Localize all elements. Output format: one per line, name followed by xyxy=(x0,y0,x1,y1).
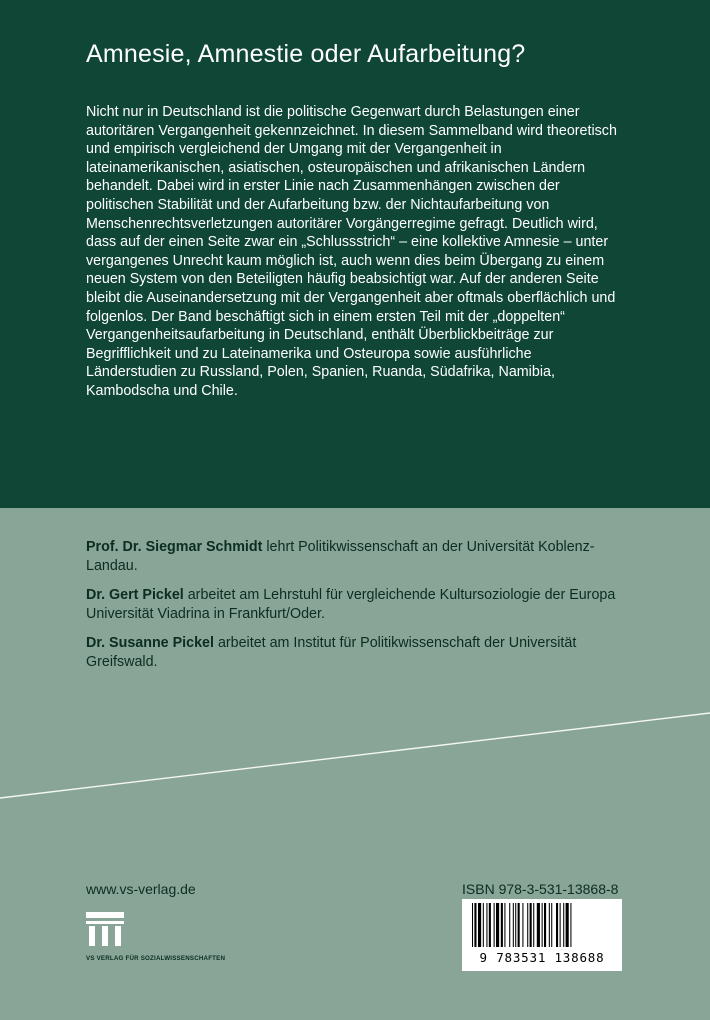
barcode-bars xyxy=(468,903,616,949)
author-name: Prof. Dr. Siegmar Schmidt xyxy=(86,539,263,555)
publisher-logo-icon xyxy=(86,912,236,972)
author-name: Dr. Gert Pickel xyxy=(86,587,184,603)
cover-upper-panel xyxy=(0,0,710,508)
barcode xyxy=(462,899,622,971)
author-bio: arbeitet am Lehrstuhl für vergleichende Kultursoziologie der Europa Universität Viadrina in Frankfurt/Oder. xyxy=(86,587,616,622)
publisher-name: VS VERLAG FÜR SOZIALWISSENSCHAFTEN xyxy=(86,955,226,962)
isbn-number: ISBN 978-3-531-13868-8 xyxy=(462,881,619,897)
author-name: Dr. Susanne Pickel xyxy=(86,635,214,651)
book-title: Amnesie, Amnestie oder Aufarbeitung? xyxy=(86,40,526,68)
book-blurb: Nicht nur in Deutschland ist die politische Gegenwart durch Belastungen einer autoritären Vergangenheit gekennzeichnet. In diesem Sammelband wird theoretisch und empirisch vergleichend der Umgang mit der Vergangenheit in lateinamerikanischen, asiatischen, osteuropäischen und afrikanischen Ländern behandelt. Dabei wird in erster Linie nach Zusammenhängen zwischen der politischen Stabilität und der Aufarbeitung bzw. der Nichtaufarbeitung von Menschenrechtsverletzungen autoritärer Vorgängerregime gefragt. Deutlich wird, dass auf der einen Seite zwar ein „Schlussstrich“ – eine kollektive Amnesie – unter vergangenes Unrecht kaum möglich ist, auch wenn dies beim Übergang zu einem neuen System von den Beteiligten häufig beabsichtigt war. Auf der anderen Seite bleibt die Auseinandersetzung mit der Vergangenheit aber oftmals oberflächlich und folgenlos. Der Band beschäftigt sich in einem ersten Teil mit der „doppelten“ Vergangenheitsaufarbeitung in Deutschland, enthält Überblickbeiträge zur Begrifflichkeit und zu Lateinamerika und Osteuropa sowie ausführliche Länderstudien zu Russland, Polen, Spanien, Ruanda, Südafrika, Namibia, Kambodscha und Chile. xyxy=(86,104,617,399)
publisher-website: www.vs-verlag.de xyxy=(86,881,196,897)
cover-lower-panel xyxy=(0,508,710,1020)
author-bio: lehrt Politikwissenschaft an der Universität Koblenz-Landau. xyxy=(86,539,595,574)
barcode-digits: 9 783531 138688 xyxy=(479,950,605,965)
author-bio: arbeitet am Institut für Politikwissenschaft der Universität Greifswald. xyxy=(86,635,577,670)
